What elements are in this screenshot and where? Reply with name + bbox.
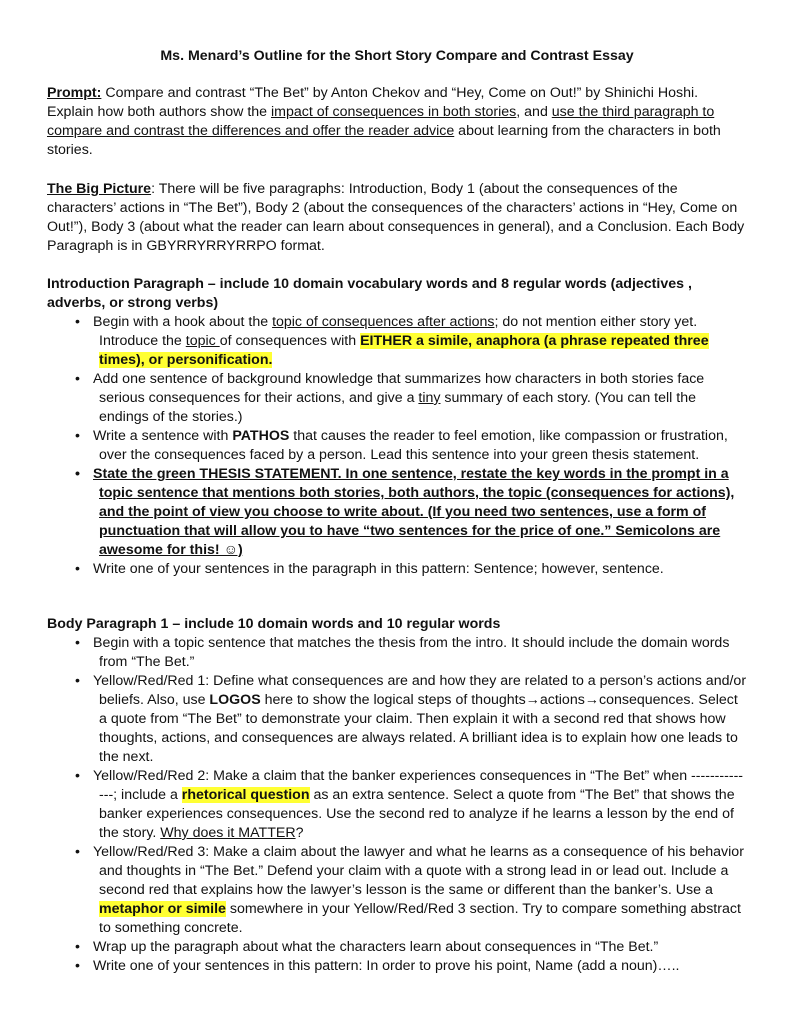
body1-item-3-underline: Why does it MATTER	[160, 825, 296, 841]
intro-item-5: • Write one of your sentences in the paragraph in this pattern: Sentence; however, sentence.	[47, 560, 747, 579]
prompt-text-3: about learning from the characters in both stories.	[47, 123, 721, 158]
intro-item-1-underline-1: topic of consequences after actions	[272, 314, 495, 330]
prompt-underline-2: use the third paragraph to compare and contrast the differences and offer the reader advice	[47, 104, 715, 139]
intro-item-2-text-1: Add one sentence of background knowledge that summarizes how characters in both stories face serious consequences for their actions, and give a	[93, 371, 705, 406]
body1-item-2-text-2: here to show the logical steps of thoughts→actions→consequences. Select a quote from “The Bet” to demonstrate your claim. Then explain it with a second red that shows how thoughts, actions, and consequences are always related. A brilliant idea is to explain how one leads to the next.	[99, 692, 738, 765]
body1-item-5: • Wrap up the paragraph about what the characters learn about consequences in “The Bet.”	[47, 938, 747, 957]
intro-item-2-underline: tiny	[418, 390, 441, 406]
body1-item-3	[47, 767, 747, 843]
intro-section	[47, 275, 747, 579]
body1-item-2-text-1: Yellow/Red/Red 1: Define what consequences are and how they are related to a person’s actions and/or beliefs. Also, use	[93, 673, 747, 708]
prompt-underline-1: impact of consequences in both stories	[271, 104, 517, 120]
prompt-text-1: Compare and contrast “The Bet” by Anton Chekov and “Hey, Come on Out!” by Shinichi Hoshi. Explain how both authors show the	[47, 85, 699, 120]
body1-item-4-text-1: Yellow/Red/Red 3: Make a claim about the lawyer and what he learns as a consequence of his behavior and thoughts in “The Bet.” Defend your claim with a quote with a strong lead in or lead out. Include a second red that explains how the lawyer’s lesson is the same or different than the banker’s. Use a	[93, 844, 744, 898]
intro-item-3	[47, 427, 747, 465]
big-picture-paragraph	[47, 180, 747, 256]
intro-item-2-text-2: summary of each story. (You can tell the endings of the stories.)	[99, 390, 696, 425]
body1-item-4	[47, 843, 747, 938]
intro-item-1-highlight: EITHER a simile, anaphora (a phrase repeated three times), or personification.	[99, 333, 709, 368]
prompt-paragraph	[47, 84, 747, 160]
intro-item-3-text-2: that causes the reader to feel emotion, like compassion or frustration, over the consequences faced by a person. Lead this sentence into your green thesis statement.	[99, 428, 728, 463]
intro-item-1	[47, 313, 747, 370]
intro-item-3-bold: PATHOS	[232, 428, 290, 444]
document-title: Ms. Menard’s Outline for the Short Story Compare and Contrast Essay	[160, 48, 634, 64]
body1-item-3-highlight: rhetorical question	[181, 787, 310, 803]
intro-list	[47, 313, 747, 579]
body1-heading: Body Paragraph 1 – include 10 domain words and 10 regular words	[47, 616, 501, 632]
body1-item-4-highlight: metaphor or simile	[99, 901, 226, 917]
intro-item-1-text-2: ; do not mention either story yet. Introduce the	[99, 314, 698, 349]
big-picture-text: : There will be five paragraphs: Introduction, Body 1 (about the consequences of the characters’ actions in “The Bet”), Body 2 (about the consequences of the characters’ actions in “Hey, Come on Out!”), Body 3 (about what the reader can learn about consequences in general), and a Conclusion. Each Body Paragraph is in GBYRRYRRYRRPO format.	[47, 181, 745, 254]
big-picture-label: The Big Picture	[47, 181, 152, 197]
intro-item-1-underline-2: topic	[185, 333, 220, 349]
body1-item-4-text-2: somewhere in your Yellow/Red/Red 3 section. Try to compare something abstract to something concrete.	[99, 901, 741, 936]
body1-section	[47, 615, 747, 976]
intro-item-3-text-1: Write a sentence with	[93, 428, 233, 444]
body1-item-3-text-3: ?	[295, 825, 304, 841]
intro-item-2	[47, 370, 747, 427]
body1-list	[47, 634, 747, 976]
body1-item-2	[47, 672, 747, 767]
intro-heading: Introduction Paragraph – include 10 domain vocabulary words and 8 regular words (adjectives , adverbs, or strong verbs)	[47, 276, 692, 311]
intro-item-1-text-3: of consequences with	[219, 333, 361, 349]
intro-item-1-text-1: Begin with a hook about the	[93, 314, 273, 330]
body1-item-6: • Write one of your sentences in this pattern: In order to prove his point, Name (add a noun)…..	[47, 957, 747, 976]
body1-item-3-text-1: Yellow/Red/Red 2: Make a claim that the banker experiences consequences in “The Bet” when --------------; include a	[93, 768, 744, 803]
body1-item-3-text-2: as an extra sentence. Select a quote from “The Bet” that shows the banker experiences consequences. Use the second red to analyze if he learns a lesson by the end of the story.	[99, 787, 735, 841]
prompt-label: Prompt:	[47, 85, 102, 101]
prompt-text-2: , and	[516, 104, 552, 120]
body1-item-1: • Begin with a topic sentence that matches the thesis from the intro. It should include the domain words from “The Bet.”	[47, 634, 747, 672]
body1-item-2-bold: LOGOS	[209, 692, 261, 708]
intro-item-4-thesis: • State the green THESIS STATEMENT. In one sentence, restate the key words in the prompt in a topic sentence that mentions both stories, both authors, the topic (consequences for actions), and the point of view you choose to write about. (If you need two sentences, use a form of punctuation that will allow you to have “two sentences for the price of one.” Semicolons are awesome for this! ☺)	[47, 465, 747, 560]
